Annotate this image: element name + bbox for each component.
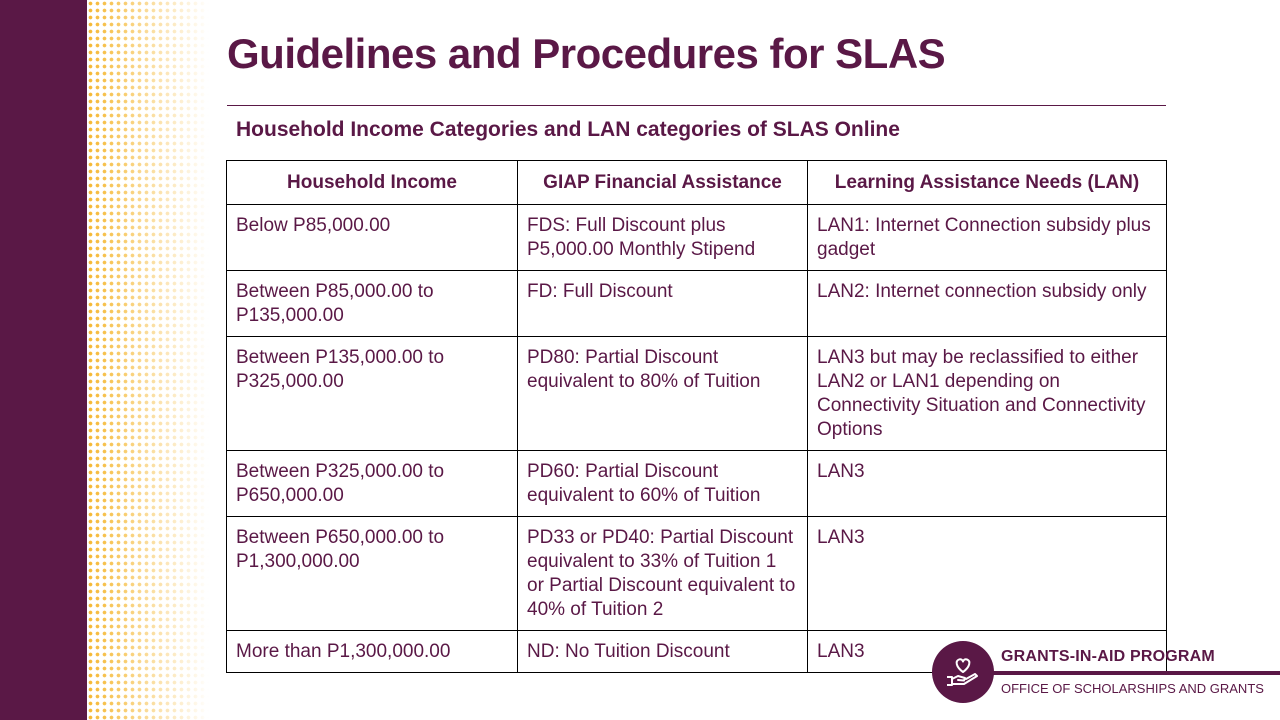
lan-cell: LAN2: Internet connection subsidy only [808, 271, 1167, 337]
header-household-income: Household Income [227, 161, 518, 205]
slide-title: Guidelines and Procedures for SLAS [227, 30, 946, 77]
lan-cell: LAN3 but may be reclassified to either LAN2 or LAN1 depending on Connectivity Situation and Connectivity Options [808, 337, 1167, 451]
header-lan: Learning Assistance Needs (LAN) [808, 161, 1167, 205]
table-row [227, 337, 1167, 451]
income-cell: Between P650,000.00 to P1,300,000.00 [227, 517, 518, 631]
header-giap-assistance: GIAP Financial Assistance [518, 161, 808, 205]
income-table [226, 160, 1167, 673]
income-cell: Between P85,000.00 to P135,000.00 [227, 271, 518, 337]
logo-office-name: OFFICE OF SCHOLARSHIPS AND GRANTS [1001, 681, 1264, 696]
table-row [227, 517, 1167, 631]
assistance-cell: ND: No Tuition Discount [518, 631, 808, 673]
logo-stripe [992, 671, 1280, 675]
income-cell: Below P85,000.00 [227, 205, 518, 271]
lan-cell: LAN1: Internet Connection subsidy plus gadget [808, 205, 1167, 271]
slide-subtitle: Household Income Categories and LAN categories of SLAS Online [236, 118, 900, 141]
logo-program-name: GRANTS-IN-AID PROGRAM [1001, 648, 1215, 665]
assistance-cell: PD33 or PD40: Partial Discount equivalent to 33% of Tuition 1 or Partial Discount equivalent to 40% of Tuition 2 [518, 517, 808, 631]
lan-cell: LAN3 [808, 631, 1167, 673]
heart-hand-icon [944, 655, 982, 689]
table-row [227, 451, 1167, 517]
income-cell: Between P325,000.00 to P650,000.00 [227, 451, 518, 517]
table-header-row [227, 161, 1167, 205]
dot-pattern [87, 0, 209, 720]
logo-emblem [932, 641, 994, 703]
title-divider [227, 105, 1166, 106]
income-cell: Between P135,000.00 to P325,000.00 [227, 337, 518, 451]
lan-cell: LAN3 [808, 517, 1167, 631]
table-row [227, 205, 1167, 271]
lan-cell: LAN3 [808, 451, 1167, 517]
sidebar-bar [0, 0, 87, 720]
income-cell: More than P1,300,000.00 [227, 631, 518, 673]
assistance-cell: FDS: Full Discount plus P5,000.00 Monthly Stipend [518, 205, 808, 271]
table-row [227, 271, 1167, 337]
assistance-cell: FD: Full Discount [518, 271, 808, 337]
assistance-cell: PD80: Partial Discount equivalent to 80% of Tuition [518, 337, 808, 451]
giap-logo [932, 641, 1280, 720]
assistance-cell: PD60: Partial Discount equivalent to 60% of Tuition [518, 451, 808, 517]
